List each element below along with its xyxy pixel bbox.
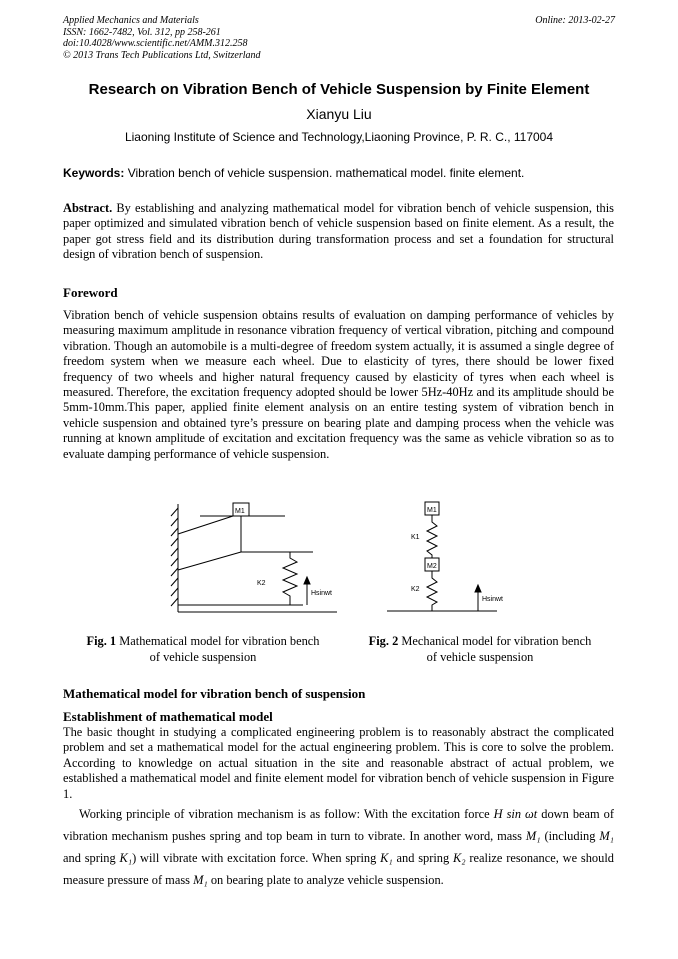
figure-2 (382, 494, 522, 619)
spring-k1 (427, 515, 437, 558)
fig1-spring-label: K2 (257, 580, 266, 587)
fig1-mass-label: M1 (235, 508, 245, 515)
fig1-caption-label: Fig. 1 (86, 634, 117, 648)
figure-2-caption (345, 634, 615, 665)
doi: doi:10.4028/www.scientific.net/AMM.312.258 (63, 38, 248, 49)
fig2-spring2-label: K2 (411, 586, 420, 593)
spring-k2 (427, 571, 437, 611)
affiliation: Liaoning Institute of Science and Technology,Liaoning Province, P. R. C., 117004 (124, 130, 554, 144)
math-m1: M₁ (525, 829, 541, 843)
fig2-spring1-label: K1 (411, 534, 420, 541)
fig2-caption-line2: of vehicle suspension (426, 649, 534, 664)
fig2-caption-label: Fig. 2 (368, 634, 399, 648)
figure-1 (165, 494, 355, 619)
author: Xianyu Liu (306, 106, 372, 122)
online-date: Online: 2013-02-27 (535, 15, 615, 26)
fig2-force-label: Hsinwt (482, 596, 504, 603)
keywords (63, 166, 615, 180)
math-k1: K₁ (119, 851, 133, 865)
section-heading: Mathematical model for vibration bench of suspension (63, 686, 366, 701)
figure-1-caption (63, 634, 343, 665)
fig1-caption-line2: of vehicle suspension (149, 649, 257, 664)
section-para-1: The basic thought in studying a complicated engineering problem is to reasonably abstract the complicated problem and set a mathematical model for the actual engineering problem. This is core to solve the problem. According to knowledge on actual situation in the site and reasonable abstract of actual problem, we established a mathematical model and finite element model for vibration bench of vehicle suspension in Figure 1. (63, 725, 614, 801)
abstract-text: By establishing and analyzing mathematical model for vibration bench of vehicle suspension, this paper optimized and simulated vibration bench of vehicle suspension based on finite element. As a result, the paper got stress field and its distribution during transformation process and set a foundation for structural design of vibration bench of suspension. (63, 201, 614, 262)
abstract-label: Abstract. (63, 201, 113, 215)
journal-name: Applied Mechanics and Materials (63, 15, 199, 26)
wall-hatch (171, 508, 178, 606)
journal-header (63, 15, 261, 61)
paper-title: Research on Vibration Bench of Vehicle Suspension by Finite Element (88, 81, 590, 98)
math-m1: M₁ (193, 873, 208, 887)
spring-k2 (283, 552, 297, 605)
fig2-caption-text: Mechanical model for vibration bench (401, 634, 592, 648)
link-lower (178, 552, 241, 570)
copyright: © 2013 Trans Tech Publications Ltd, Switzerland (63, 49, 261, 61)
force-arrow-head (304, 577, 310, 584)
math-k1: K₁ (380, 851, 393, 865)
math-k2: K₂ (453, 851, 466, 865)
math-m1: M₁ (599, 829, 614, 843)
fig2-mass2-label: M2 (427, 563, 437, 570)
fig1-caption-text: Mathematical model for vibration bench (119, 634, 320, 648)
force-arrow-head (475, 585, 481, 592)
issn: ISSN: 1662-7482, Vol. 312, pp 258-261 (63, 26, 221, 38)
section-para-2: Working principle of vibration mechanism is as follow: With the excitation force H sin ωt down beam of vibration mechanism pushes spring and top beam in turn to vibrate. In another word, mass M₁ (including M₁ and spring K₁) will vibrate with excitation force. When spring K₁ and spring K₂ realize resonance, we should measure pressure of mass M₁ on bearing plate to analyze vehicle suspension. (63, 807, 614, 887)
foreword-text: Vibration bench of vehicle suspension obtains results of evaluation on damping performance of vehicles by measuring maximum amplitude in resonance vibration frequency of vertical vibration, pitching and compound vibration. Though an automobile is a multi-degree of freedom system actually, it is assumed a single degree of freedom system when we measure each wheel. Due to elasticity of tyres, there should be lower fixed frequency of two wheels and higher natural frequency caused by elasticity of tyres when each wheel is measured. Therefore, the excitation frequency adopted should be lower 5Hz-40Hz and its amplitude should be 5mm-10mm.This paper, applied finite element analysis on an entire testing system of vibration bench in vehicle suspension and obtained tyre’s pressure on bearing plate and damping process when the vehicle was running at known amplitude of excitation and excitation frequency was the same as vehicle vibration so as to evaluate damping performance of vehicle suspension. (63, 308, 614, 461)
abstract (63, 201, 614, 263)
math-hsinwt: H sin ωt (493, 807, 538, 821)
fig2-mass1-label: M1 (427, 507, 437, 514)
link-upper (178, 516, 233, 534)
subsection-heading: Establishment of mathematical model (63, 709, 273, 724)
foreword-heading: Foreword (63, 285, 118, 300)
fig1-force-label: Hsinwt (311, 590, 333, 597)
keywords-label: Keywords: (63, 166, 125, 180)
keywords-text: Vibration bench of vehicle suspension. mathematical model. finite element. (127, 166, 525, 180)
